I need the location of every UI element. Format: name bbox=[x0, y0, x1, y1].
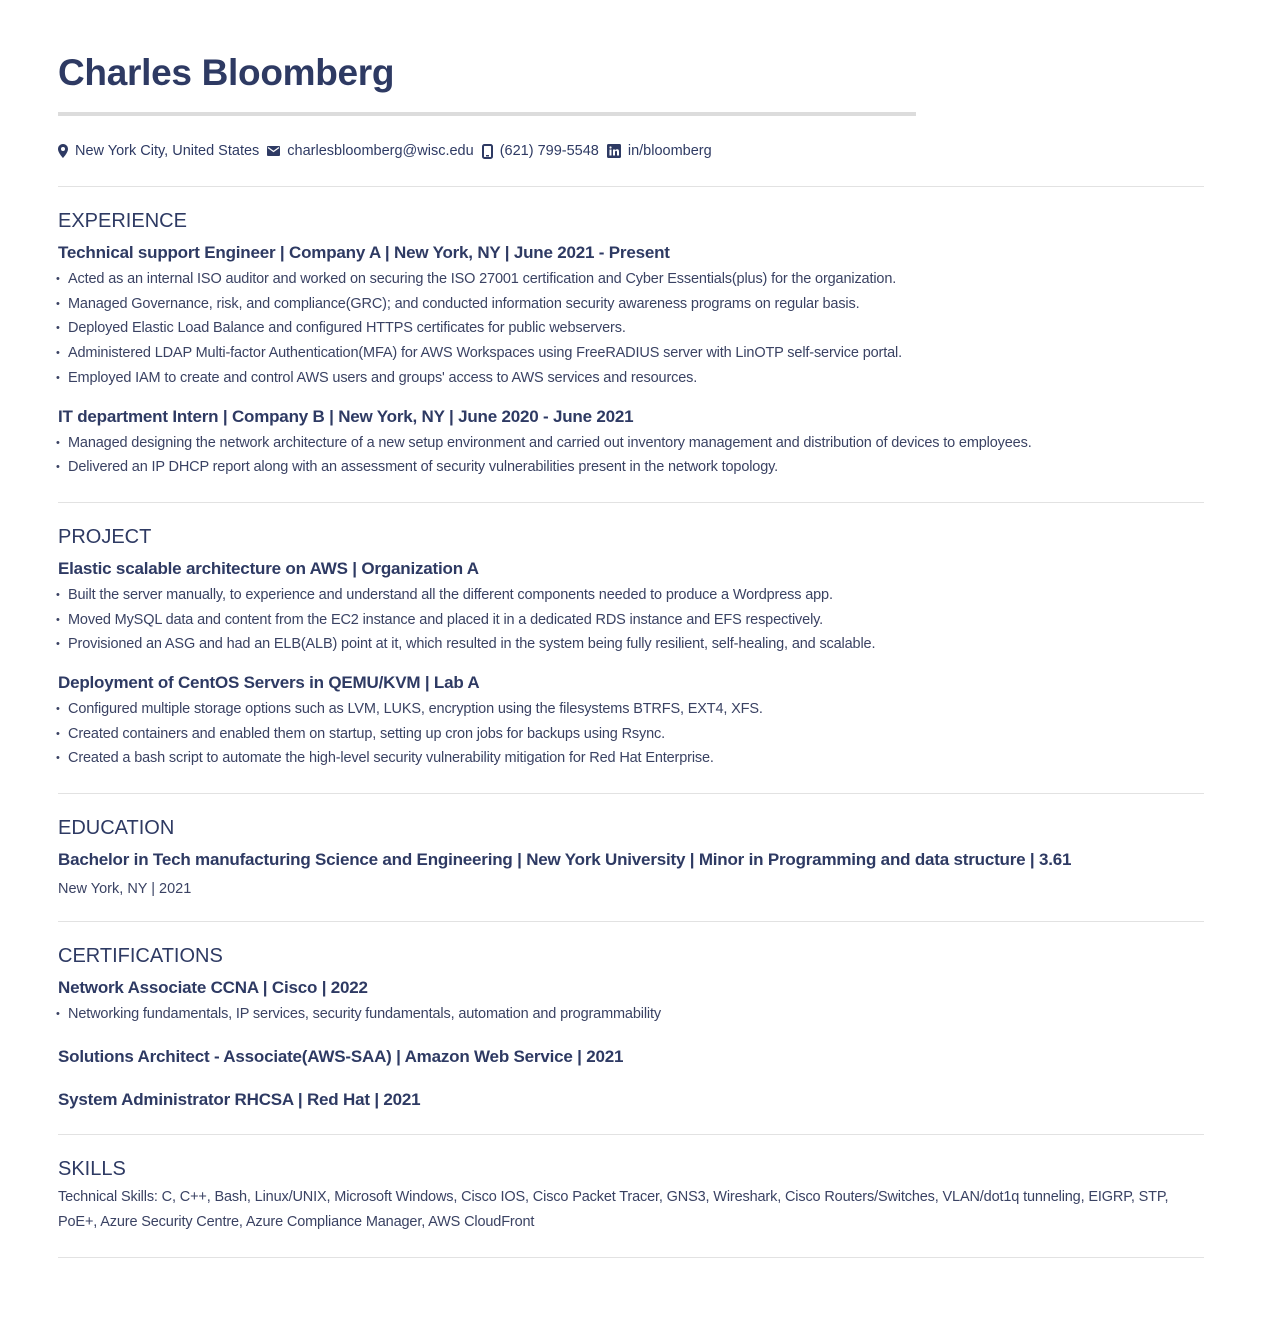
linkedin-text: in/bloomberg bbox=[627, 143, 712, 159]
bullet-item: • Networking fundamentals, IP services, security fundamentals, automation and programmability bbox=[58, 1002, 1204, 1027]
bullet-item: • Created containers and enabled them on startup, setting up cron jobs for backups using Rsync. bbox=[58, 722, 1204, 747]
contact-bar bbox=[58, 140, 1204, 162]
certification-entry bbox=[58, 976, 1204, 1027]
certification-entry bbox=[58, 1088, 1204, 1112]
education-section bbox=[58, 794, 1204, 921]
entry-title: IT department Intern | Company B | New York, NY | June 2020 - June 2021 bbox=[58, 406, 634, 426]
section-heading: EXPERIENCE bbox=[58, 210, 187, 232]
phone-text: (621) 799-5548 bbox=[499, 143, 599, 159]
education-entry bbox=[58, 848, 1204, 899]
section-heading: EDUCATION bbox=[58, 817, 175, 840]
entry-title: Network Associate CCNA | Cisco | 2022 bbox=[58, 978, 368, 998]
bullet-item: • Configured multiple storage options such as LVM, LUKS, encryption using the filesystems BTRFS, EXT4, XFS. bbox=[58, 697, 1204, 722]
entry-title: Bachelor in Tech manufacturing Science and Engineering | New York University | Minor in Programming and data structure | 3.61 bbox=[58, 850, 1072, 870]
project-entry bbox=[58, 671, 1204, 771]
location-text: New York City, United States bbox=[75, 143, 260, 159]
phone-icon bbox=[482, 144, 493, 159]
contact-linkedin[interactable] bbox=[607, 143, 712, 159]
entry-title: Solutions Architect - Associate(AWS-SAA) | Amazon Web Service | 2021 bbox=[58, 1046, 624, 1066]
bullet-item: • Managed Governance, risk, and compliance(GRC); and conducted information security awareness programs on regular basis. bbox=[58, 292, 1204, 317]
section-heading: SKILLS bbox=[58, 1157, 126, 1180]
entry-title: Deployment of CentOS Servers in QEMU/KVM | Lab A bbox=[58, 673, 480, 693]
skills-section bbox=[58, 1135, 1204, 1257]
bullet-item: • Deployed Elastic Load Balance and configured HTTPS certificates for public webservers. bbox=[58, 316, 1204, 341]
skills-text: Technical Skills: C, C++, Bash, Linux/UNIX, Microsoft Windows, Cisco IOS, Cisco Packet Tracer, GNS3, Wireshark, Cisco Routers/Switches, VLAN/dot1q tunneling, EIGRP, STP, PoE+, Azure Security Centre, Azure Compliance Manager, AWS CloudFront bbox=[58, 1188, 1169, 1230]
section-divider bbox=[58, 1257, 1204, 1258]
project-entry bbox=[58, 557, 1204, 657]
section-heading: PROJECT bbox=[58, 525, 152, 548]
bullet-item: • Provisioned an ASG and had an ELB(ALB) point at it, which resulted in the system being fully resilient, self-healing, and scalable. bbox=[58, 632, 1204, 657]
bullet-item: • Managed designing the network architecture of a new setup environment and carried out inventory management and distribution of devices to employees. bbox=[58, 431, 1204, 456]
bullet-item: • Moved MySQL data and content from the EC2 instance and placed it in a dedicated RDS instance and EFS respectively. bbox=[58, 608, 1204, 633]
email-icon bbox=[267, 146, 280, 156]
project-section bbox=[58, 503, 1204, 793]
contact-location bbox=[58, 143, 259, 159]
entry-title: System Administrator RHCSA | Red Hat | 2021 bbox=[58, 1089, 421, 1109]
entry-title: Technical support Engineer | Company A | New York, NY | June 2021 - Present bbox=[58, 243, 670, 262]
entry-title: Elastic scalable architecture on AWS | Organization A bbox=[58, 558, 479, 578]
education-location-year: New York, NY | 2021 bbox=[58, 881, 192, 898]
bullet-item: • Built the server manually, to experience and understand all the different components needed to produce a Wordpress app. bbox=[58, 583, 1204, 608]
bullet-item: • Created a bash script to automate the high-level security vulnerability mitigation for Red Hat Enterprise. bbox=[58, 746, 1204, 771]
candidate-name: Charles Bloomberg bbox=[58, 52, 395, 93]
bullet-item: • Administered LDAP Multi-factor Authentication(MFA) for AWS Workspaces using FreeRADIUS server with LinOTP self-service portal. bbox=[58, 341, 1204, 366]
bullet-item: • Delivered an IP DHCP report along with an assessment of security vulnerabilities present in the network topology. bbox=[58, 455, 1204, 480]
bullet-item: • Acted as an internal ISO auditor and worked on securing the ISO 27001 certification and Cyber Essentials(plus) for the organization. bbox=[58, 267, 1204, 292]
experience-entry bbox=[58, 241, 1204, 391]
section-heading: CERTIFICATIONS bbox=[58, 945, 223, 968]
contact-email[interactable] bbox=[267, 143, 473, 159]
linkedin-icon bbox=[607, 144, 621, 158]
certifications-section bbox=[58, 922, 1204, 1134]
location-pin-icon bbox=[58, 144, 68, 158]
contact-phone bbox=[482, 143, 599, 159]
name-underline bbox=[58, 112, 916, 116]
certification-entry bbox=[58, 1045, 1204, 1069]
experience-entry bbox=[58, 405, 1204, 480]
bullet-item: • Employed IAM to create and control AWS users and groups' access to AWS services and resources. bbox=[58, 366, 1204, 391]
experience-section bbox=[58, 187, 1204, 502]
email-text: charlesbloomberg@wisc.edu bbox=[287, 143, 474, 159]
